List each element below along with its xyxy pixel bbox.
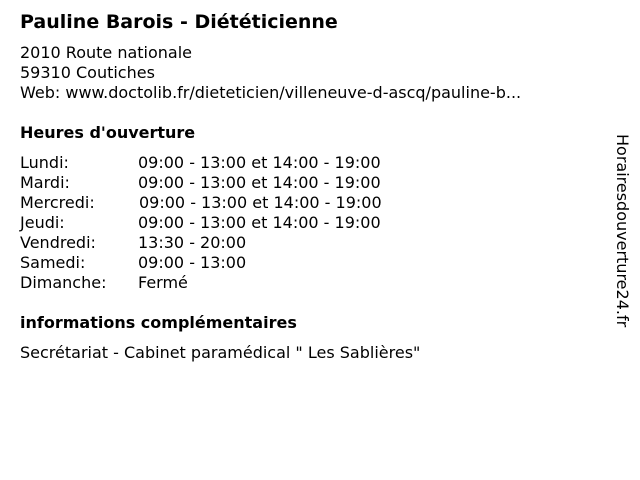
hours-day: Vendredi: [20, 233, 96, 252]
website-link[interactable]: Web: www.doctolib.fr/dieteticien/villeneuve-d-ascq/pauline-b... [20, 83, 522, 102]
address-street: 2010 Route nationale [20, 43, 193, 62]
additional-info-heading: informations complémentaires [20, 313, 297, 332]
hours-time: 09:00 - 13:00 et 14:00 - 19:00 [139, 193, 382, 212]
hours-day: Mardi: [20, 173, 70, 192]
address-city: 59310 Coutiches [20, 63, 155, 82]
watermark: Horairesdouverture24.fr [613, 134, 632, 328]
additional-info-value: Secrétariat - Cabinet paramédical " Les Sablières" [20, 343, 421, 362]
hours-day: Mercredi: [20, 193, 95, 212]
hours-day: Lundi: [20, 153, 69, 172]
address-block [20, 43, 521, 103]
hours-time: 09:00 - 13:00 [138, 253, 247, 272]
additional-info-text [20, 316, 420, 363]
hours-time: 09:00 - 13:00 et 14:00 - 19:00 [138, 173, 381, 192]
hours-time: 09:00 - 13:00 et 14:00 - 19:00 [138, 213, 381, 232]
hours-day: Dimanche: [20, 273, 107, 292]
hours-day: Jeudi: [20, 213, 65, 232]
hours-day: Samedi: [20, 253, 86, 272]
hours-time: 13:30 - 20:00 [138, 233, 247, 252]
hours-time: Fermé [138, 273, 188, 292]
opening-hours-heading: Heures d'ouverture [20, 123, 196, 142]
hours-time: 09:00 - 13:00 et 14:00 - 19:00 [138, 153, 381, 172]
page-title: Pauline Barois - Diététicienne [20, 11, 338, 33]
